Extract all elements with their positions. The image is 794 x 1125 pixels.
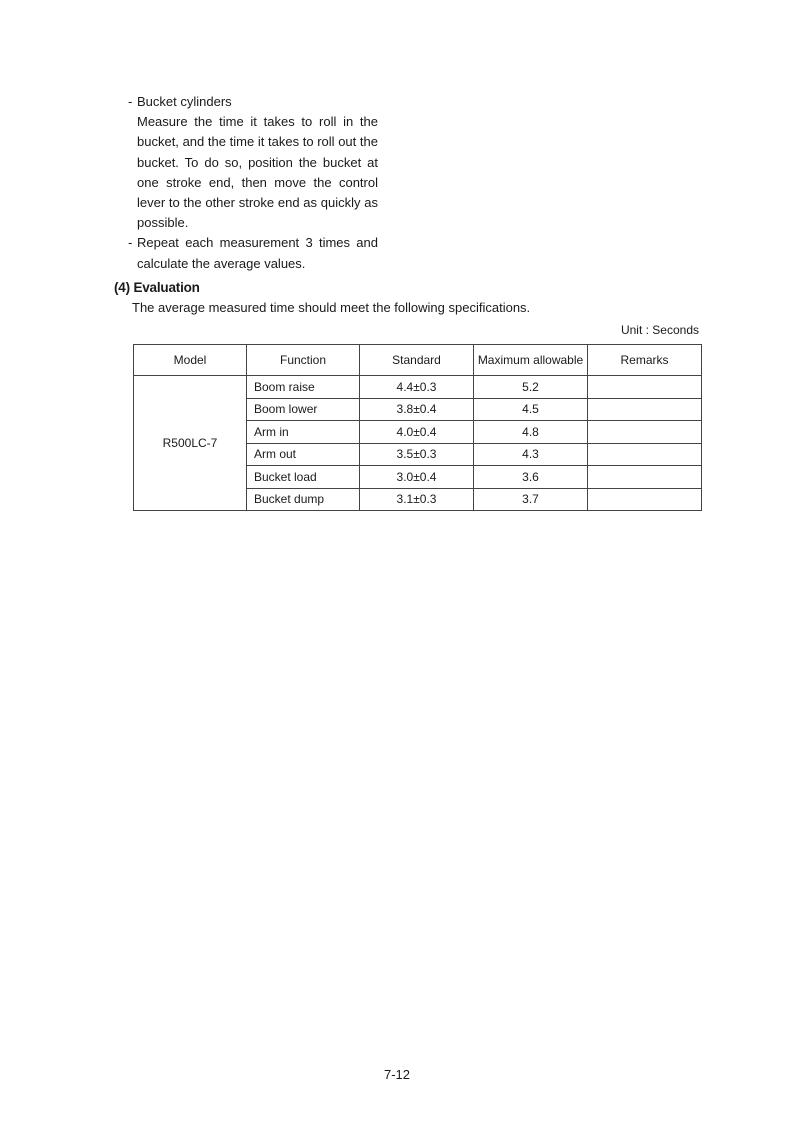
spec-table: [133, 344, 702, 511]
remarks-cell: [588, 443, 702, 466]
table-row: [134, 376, 702, 399]
function-cell: Bucket load: [247, 466, 360, 489]
model-cell: R500LC-7: [134, 376, 247, 511]
remarks-cell: [588, 398, 702, 421]
bullet-dash: -: [128, 235, 133, 251]
remarks-cell: [588, 466, 702, 489]
function-cell: Boom raise: [247, 376, 360, 399]
header-maximum-allowable: Maximum allowable: [474, 345, 588, 376]
remarks-cell: [588, 376, 702, 399]
function-cell: Boom lower: [247, 398, 360, 421]
bullet-body: [137, 92, 378, 233]
bullet-item: [128, 92, 378, 233]
standard-cell: 3.8±0.4: [360, 398, 474, 421]
bullet-dash: -: [128, 94, 133, 109]
max-cell: 4.8: [474, 421, 588, 444]
max-cell: 4.3: [474, 443, 588, 466]
header-standard: Standard: [360, 345, 474, 376]
header-function: Function: [247, 345, 360, 376]
header-remarks: Remarks: [588, 345, 702, 376]
standard-cell: 3.5±0.3: [360, 443, 474, 466]
section-heading: (4) Evaluation: [114, 280, 200, 295]
function-cell: Arm out: [247, 443, 360, 466]
max-cell: 4.5: [474, 398, 588, 421]
section-text: The average measured time should meet the following specifications.: [132, 300, 531, 315]
max-cell: 3.6: [474, 466, 588, 489]
standard-cell: 3.1±0.3: [360, 488, 474, 511]
remarks-cell: [588, 421, 702, 444]
bullet-body: [137, 233, 378, 273]
function-cell: Arm in: [247, 421, 360, 444]
standard-cell: 4.4±0.3: [360, 376, 474, 399]
header-model: Model: [134, 345, 247, 376]
unit-note: Unit : Seconds: [620, 323, 699, 337]
bullet-item: [128, 233, 378, 273]
bullet-text: Measure the time it takes to roll in the bucket, and the time it takes to roll out the bucket. To do so, position the bucket at one stroke end, then move the control lever to the other stroke end as quickly as possible.: [137, 114, 378, 231]
bullet-text: Repeat each measurement 3 times and calculate the average values.: [137, 235, 378, 271]
table-header-row: [134, 345, 702, 376]
standard-cell: 4.0±0.4: [360, 421, 474, 444]
max-cell: 3.7: [474, 488, 588, 511]
remarks-cell: [588, 488, 702, 511]
page-number: 7-12: [383, 1067, 411, 1082]
procedure-bullets: [128, 92, 378, 274]
bullet-heading: Bucket cylinders: [137, 94, 232, 109]
standard-cell: 3.0±0.4: [360, 466, 474, 489]
function-cell: Bucket dump: [247, 488, 360, 511]
max-cell: 5.2: [474, 376, 588, 399]
